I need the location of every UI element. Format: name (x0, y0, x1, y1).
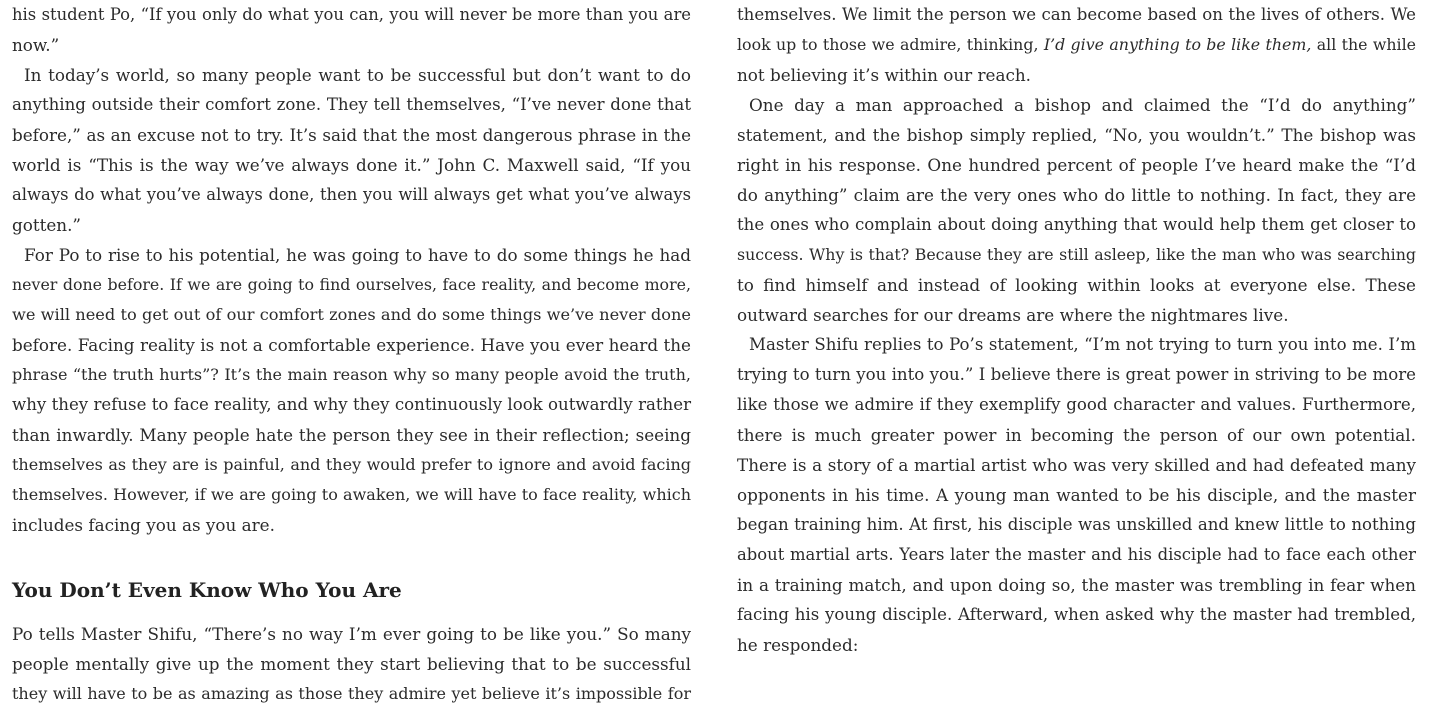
text-line: opponents in his time. A young man wanted to be his disciple, and the master (737, 485, 1416, 505)
text-line: his student Po, “If you only do what you can, you will never be more than you are (12, 5, 691, 24)
paragraph-start-line: For Po to rise to his potential, he was going to have to do some things he had (24, 245, 691, 265)
left-column-section-body (12, 619, 691, 709)
text-line: There is a story of a martial artist who was very skilled and had defeated many (737, 455, 1416, 475)
text-line: like those we admire if they exemplify good character and values. Furthermore, (737, 395, 1416, 414)
left-column (12, 0, 691, 540)
text-line: gotten.” (12, 215, 81, 235)
paragraph-start-line: Master Shifu replies to Po’s statement, “I’m not trying to turn you into me. I’m (749, 335, 1416, 354)
text-line: in a training match, and upon doing so, the master was trembling in fear when (737, 575, 1416, 595)
text-line: themselves. We limit the person we can become based on the lives of others. We (737, 5, 1416, 24)
text-line: phrase “the truth hurts”? It’s the main reason why so many people avoid the truth, (12, 365, 691, 384)
text-line: statement, and the bishop simply replied, “No, you wouldn’t.” The bishop was (737, 125, 1416, 145)
text-line: people mentally give up the moment they start believing that to be successful (12, 654, 691, 674)
text-line: they will have to be as amazing as those they admire yet believe it’s impossible for (12, 684, 691, 703)
section-heading: You Don’t Even Know Who You Are (12, 578, 402, 602)
right-column (737, 0, 1416, 660)
text-line: Po tells Master Shifu, “There’s no way I’m ever going to be like you.” So many (12, 624, 691, 644)
text-line: not believing it’s within our reach. (737, 65, 1032, 85)
text-line: anything outside their comfort zone. They tell themselves, “I’ve never done that (12, 95, 691, 114)
text-line: the ones who complain about doing anything that would help them get closer to (737, 215, 1416, 234)
text-line: world is “This is the way we’ve always done it.” John C. Maxwell said, “If you (12, 155, 691, 175)
text-line: before,” as an excuse not to try. It’s said that the most dangerous phrase in the (12, 125, 691, 145)
text-line: right in his response. One hundred percent of people I’ve heard make the “I’d (737, 155, 1416, 175)
text-span: look up to those we admire, thinking, (737, 35, 1044, 54)
text-line: trying to turn you into you.” I believe there is great power in striving to be more (737, 365, 1416, 384)
text-line: never done before. If we are going to find ourselves, face reality, and become more, (12, 275, 691, 294)
text-line: about martial arts. Years later the master and his disciple had to face each other (737, 545, 1416, 564)
paragraph-start-line: In today’s world, so many people want to be successful but don’t want to do (24, 65, 691, 85)
text-line: includes facing you as you are. (12, 515, 275, 535)
text-line: why they refuse to face reality, and why they continuously look outwardly rather (12, 395, 691, 414)
text-line: always do what you’ve always done, then you will always get what you’ve always (12, 185, 691, 204)
italic-thought: I’d give anything to be like them, (1043, 35, 1312, 54)
text-line: now.” (12, 35, 60, 55)
paragraph-start-line: One day a man approached a bishop and claimed the “I’d do anything” (749, 95, 1416, 115)
text-line: there is much greater power in becoming the person of our own potential. (737, 425, 1416, 445)
text-line: to find himself and instead of looking within looks at everyone else. These (737, 275, 1416, 295)
text-line: before. Facing reality is not a comfortable experience. Have you ever heard the (12, 335, 691, 355)
text-line: themselves as they are is painful, and they would prefer to ignore and avoid facing (12, 455, 691, 474)
text-line: success. Why is that? Because they are still asleep, like the man who was searching (737, 245, 1416, 264)
text-line: began training him. At first, his disciple was unskilled and knew little to nothing (737, 515, 1416, 534)
text-line: facing his young disciple. Afterward, when asked why the master had trembled, (737, 605, 1416, 624)
text-line: themselves. However, if we are going to awaken, we will have to face reality, which (12, 485, 691, 504)
text-span: all the while (1311, 35, 1417, 54)
text-line-with-italic (737, 30, 1416, 60)
text-line: do anything” claim are the very ones who do little to nothing. In fact, they are (737, 185, 1416, 205)
text-line: than inwardly. Many people hate the person they see in their reflection; seeing (12, 425, 691, 445)
text-line: we will need to get out of our comfort zones and do some things we’ve never done (12, 305, 691, 324)
text-line: outward searches for our dreams are where the nightmares live. (737, 305, 1289, 325)
text-line: he responded: (737, 635, 859, 655)
